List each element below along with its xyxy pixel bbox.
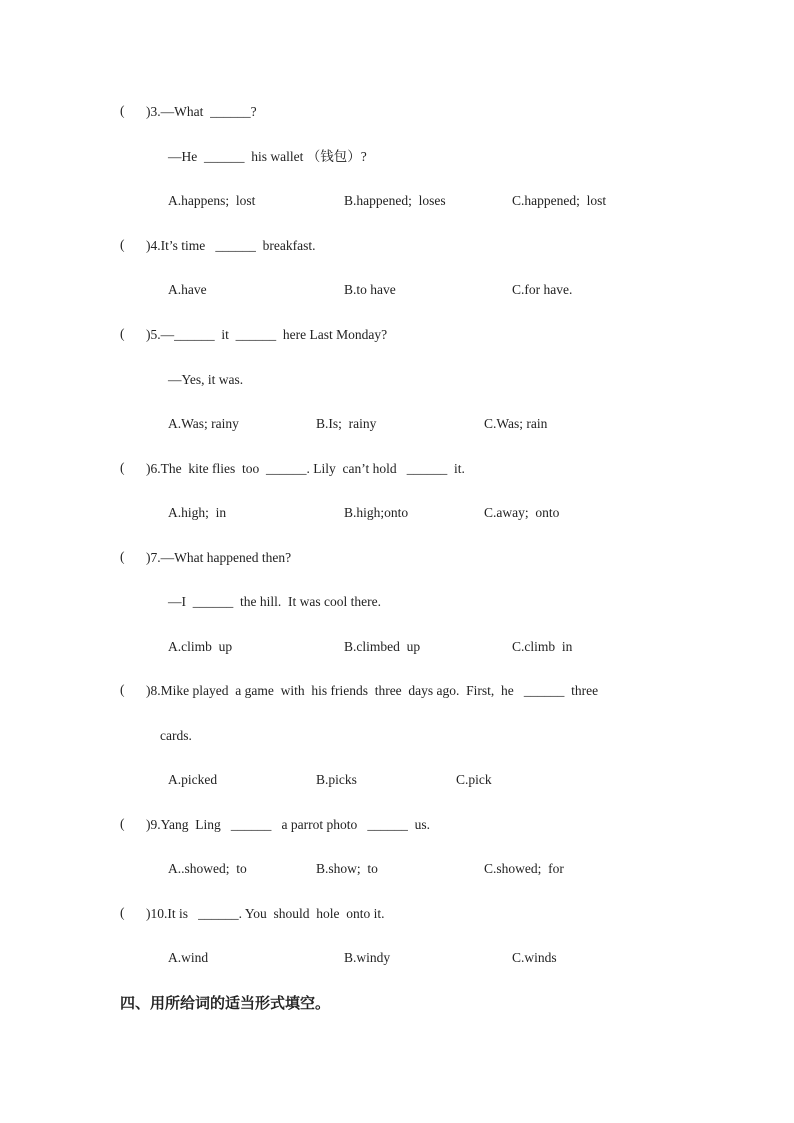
option-b: B.climbed up	[344, 639, 421, 654]
option-a: A.climb up	[168, 639, 233, 654]
answer-bracket[interactable]: (	[120, 682, 125, 697]
section-heading: 四、用所给词的适当形式填空。	[120, 994, 331, 1012]
option-b: B.high;onto	[344, 505, 409, 520]
answer-bracket[interactable]: (	[120, 237, 125, 252]
option-c: C.Was; rain	[484, 416, 548, 431]
question-stem-line2: —I ______ the hill. It was cool there.	[168, 594, 381, 609]
option-a: A.picked	[168, 772, 218, 787]
question-stem: )4.It’s time ______ breakfast.	[146, 238, 316, 253]
answer-bracket[interactable]: (	[120, 816, 125, 831]
answer-bracket[interactable]: (	[120, 326, 125, 341]
question-stem: )3.—What ______?	[146, 104, 257, 119]
option-a: A..showed; to	[168, 861, 247, 876]
answer-bracket[interactable]: (	[120, 103, 125, 118]
option-b: B.to have	[344, 282, 396, 297]
option-c: C.happened; lost	[512, 193, 607, 208]
option-a: A.Was; rainy	[168, 416, 239, 431]
option-c: C.for have.	[512, 282, 573, 297]
question-stem: )7.—What happened then?	[146, 550, 292, 565]
question-stem-line2: cards.	[160, 728, 192, 743]
option-a: A.have	[168, 282, 207, 297]
option-c: C.showed; for	[484, 861, 564, 876]
option-b: B.picks	[316, 772, 357, 787]
option-a: A.high; in	[168, 505, 227, 520]
option-c: C.away; onto	[484, 505, 560, 520]
answer-bracket[interactable]: (	[120, 460, 125, 475]
option-a: A.happens; lost	[168, 193, 256, 208]
question-stem: )6.The kite flies too ______. Lily can’t hold ______ it.	[146, 461, 465, 476]
question-stem: )10.It is ______. You should hole onto it.	[146, 906, 385, 921]
option-c: C.pick	[456, 772, 492, 787]
option-b: B.windy	[344, 950, 391, 965]
question-stem: )9.Yang Ling ______ a parrot photo ______ us.	[146, 817, 430, 832]
option-b: B.happened; loses	[344, 193, 446, 208]
answer-bracket[interactable]: (	[120, 549, 125, 564]
question-stem-line2: —Yes, it was.	[168, 372, 244, 387]
question-stem: )5.—______ it ______ here Last Monday?	[146, 327, 388, 342]
question-stem: )8.Mike played a game with his friends three days ago. First, he ______ three	[146, 683, 599, 698]
question-stem-line2: —He ______ his wallet （钱包）?	[168, 149, 367, 164]
option-b: B.Is; rainy	[316, 416, 377, 431]
option-b: B.show; to	[316, 861, 378, 876]
option-a: A.wind	[168, 950, 209, 965]
option-c: C.climb in	[512, 639, 573, 654]
option-c: C.winds	[512, 950, 557, 965]
answer-bracket[interactable]: (	[120, 905, 125, 920]
